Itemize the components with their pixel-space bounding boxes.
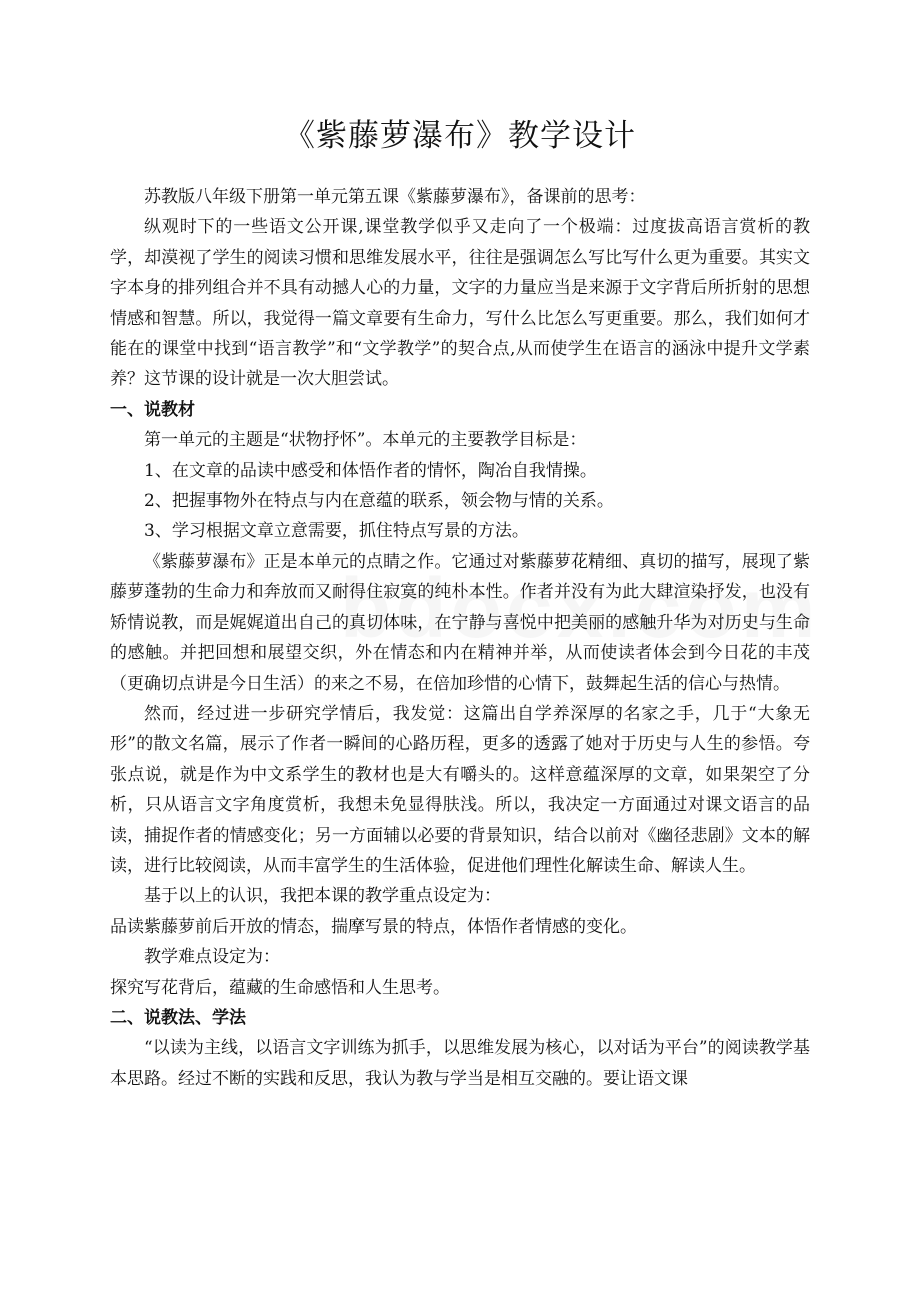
body-paragraph: 《紫藤萝瀑布》正是本单元的点睛之作。它通过对紫藤萝花精细、真切的描写，展现了紫藤萝蓬勃的生命力和奔放而又耐得住寂寞的纯朴本性。作者并没有为此大肆渲染抒发，也没有矫情说教，而是娓娓道出自己的真切体味，在宁静与喜悦中把美丽的感触升华为对历史与生命的感触。并把回想和展望交织，外在情态和内在精神并举，从而使读者体会到今日花的丰茂（更确切点讲是今日生活）的来之不易，在倍加珍惜的心情下，鼓舞起生活的信心与热情。 xyxy=(110,551,810,694)
body-paragraph: 教学难点设定为： xyxy=(144,947,280,968)
body-paragraph: 然而，经过进一步研究学情后，我发觉：这篇出自学养深厚的名家之手，几于“大象无形”的散文名篇，展示了作者一瞬间的心路历程，更多的透露了她对于历史与人生的参悟。夸张点说，就是作为中文系学生的教材也是大有嚼头的。这样意蕴深厚的文章，如果架空了分析，只从语言文字角度赏析，我想未免显得肤浅。所以，我决定一方面通过对课文语言的品读，捕捉作者的情感变化；另一方面辅以必要的背景知识，结合以前对《幽径悲剧》文本的解读，进行比较阅读，从而丰富学生的生活体验，促进他们理性化解读生命、解读人生。 xyxy=(110,703,810,876)
body-paragraph: 探究写花背后，蕴藏的生命感悟和人生思考。 xyxy=(110,977,450,998)
body-paragraph: 基于以上的认识，我把本课的教学重点设定为： xyxy=(144,886,501,907)
body-paragraph: 苏教版八年级下册第一单元第五课《紫藤萝瀑布》，备课前的思考： xyxy=(144,187,646,207)
document-title: 《紫藤萝瀑布》教学设计 xyxy=(284,118,636,154)
section-heading: 二、说教法、学法 xyxy=(110,1007,246,1028)
body-paragraph: 3、学习根据文章立意需要，抓住特点写景的方法。 xyxy=(144,521,529,542)
body-paragraph: 第一单元的主题是“状物抒怀”。本单元的主要教学目标是： xyxy=(144,430,587,451)
body-paragraph: “以读为主线，以语言文字训练为抓手，以思维发展为核心，以对话为平台”的阅读教学基本思路。经过不断的实践和反思，我认为教与学当是相互交融的。要让语文课 xyxy=(110,1038,810,1089)
body-paragraph: 1、在文章的品读中感受和体悟作者的情怀，陶冶自我情操。 xyxy=(144,460,597,481)
body-paragraph: 纵观时下的一些语文公开课,课堂教学似乎又走向了一个极端：过度拔高语言赏析的教学，却漠视了学生的阅读习惯和思维发展水平，往往是强调怎么写比写什么更为重要。其实文字本身的排列组合并不具有动撼人心的力量，文字的力量应当是来源于文字背后所折射的思想情感和智慧。所以，我觉得一篇文章要有生命力，写什么比怎么写更重要。那么，我们如何才能在的课堂中找到“语言教学”和“文学教学”的契合点,从而使学生在语言的涵泳中提升文学素养？这节课的设计就是一次大胆尝试。 xyxy=(110,217,810,390)
section-heading: 一、说教材 xyxy=(110,399,195,420)
body-paragraph: 2、把握事物外在特点与内在意蕴的联系，领会物与情的关系。 xyxy=(144,491,614,512)
document-body xyxy=(110,182,810,1094)
body-paragraph: 品读紫藤萝前后开放的情态，揣摩写景的特点，体悟作者情感的变化。 xyxy=(110,916,637,937)
